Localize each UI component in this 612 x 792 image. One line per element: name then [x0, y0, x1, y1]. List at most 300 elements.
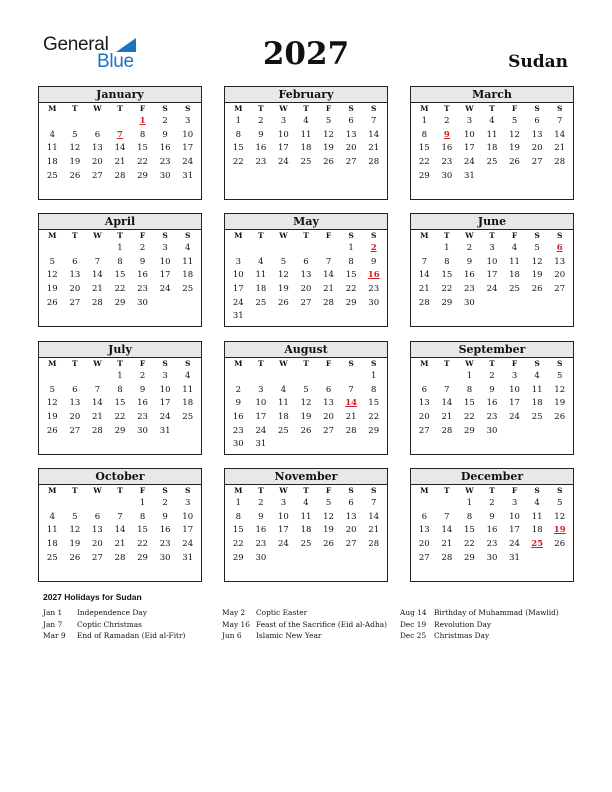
day: 12 — [46, 398, 58, 409]
day: 17 — [509, 398, 520, 409]
logo-word-general: General — [43, 34, 109, 55]
day: 14 — [92, 270, 103, 281]
day: 10 — [464, 129, 475, 140]
day: 18 — [531, 525, 543, 536]
month-august — [224, 341, 388, 455]
day: 22 — [114, 284, 126, 295]
empty-cell — [227, 242, 250, 256]
holiday-row — [222, 619, 387, 631]
day: 16 — [159, 525, 171, 536]
day: 7 — [94, 384, 101, 395]
day: 31 — [182, 170, 194, 181]
holiday-day: 2 — [370, 243, 377, 253]
day: 31 — [464, 170, 475, 181]
weekday-label: S — [370, 231, 377, 240]
day: 8 — [466, 384, 473, 395]
day: 22 — [232, 157, 244, 168]
month-october — [38, 468, 202, 582]
day: 19 — [554, 398, 566, 409]
day: 12 — [509, 129, 520, 140]
day: 21 — [368, 143, 380, 154]
weekday-header — [39, 358, 201, 370]
weekday-label: W — [93, 104, 102, 113]
day: 11 — [255, 270, 267, 281]
weekday-label: S — [162, 359, 168, 368]
day: 8 — [117, 256, 123, 267]
weekday-label: W — [465, 359, 474, 368]
day: 11 — [46, 525, 58, 536]
day: 4 — [184, 371, 191, 381]
day: 31 — [255, 439, 267, 450]
day: 28 — [368, 539, 380, 550]
day: 26 — [323, 157, 334, 168]
weekday-label: M — [234, 231, 243, 240]
day: 12 — [69, 143, 81, 154]
day: 28 — [92, 425, 103, 436]
day: 10 — [182, 129, 194, 140]
day: 5 — [511, 116, 518, 126]
day: 12 — [278, 270, 289, 281]
day: 22 — [368, 412, 380, 423]
day: 29 — [114, 297, 126, 308]
day: 24 — [182, 539, 194, 550]
day: 27 — [92, 552, 103, 563]
day: 6 — [94, 511, 101, 522]
day: 26 — [46, 297, 58, 308]
day-grid — [411, 115, 573, 183]
day: 4 — [258, 256, 264, 267]
day: 2 — [258, 116, 264, 126]
holiday-day: 6 — [556, 243, 563, 253]
day: 26 — [278, 297, 289, 308]
weekday-label: T — [72, 486, 78, 495]
holiday-date: Jun 6 — [222, 631, 242, 640]
empty-cell — [41, 370, 64, 384]
weekday-label: S — [370, 359, 377, 368]
holiday-row — [400, 630, 559, 642]
day: 10 — [509, 511, 520, 522]
weekday-label: T — [117, 359, 123, 368]
month-september — [410, 341, 574, 455]
day: 10 — [278, 511, 289, 522]
weekday-label: M — [48, 486, 57, 495]
day: 5 — [49, 384, 55, 395]
day: 16 — [486, 525, 498, 536]
empty-cell — [413, 370, 436, 384]
weekday-label: T — [444, 231, 450, 240]
weekday-label: F — [511, 359, 518, 368]
holiday-day: 25 — [531, 539, 544, 550]
day: 26 — [46, 425, 58, 436]
weekday-label: T — [72, 104, 78, 113]
day: 17 — [159, 270, 171, 281]
holiday-date: Dec 19 — [400, 619, 427, 629]
day: 28 — [345, 425, 357, 436]
day: 8 — [370, 384, 377, 395]
month-title: September — [411, 342, 573, 358]
empty-cell — [86, 497, 109, 511]
weekday-header — [225, 358, 387, 370]
day: 5 — [280, 256, 287, 267]
weekday-label: S — [556, 486, 563, 495]
day: 10 — [182, 511, 194, 522]
day: 15 — [232, 525, 244, 536]
day: 4 — [184, 243, 191, 253]
day: 25 — [300, 157, 312, 168]
day: 17 — [159, 398, 171, 409]
day: 16 — [137, 270, 148, 281]
holiday-name: Christmas Day — [434, 631, 490, 640]
holiday-day: 1 — [139, 116, 146, 126]
day: 19 — [509, 143, 520, 154]
day: 19 — [69, 539, 81, 550]
weekday-label: W — [93, 486, 102, 495]
day: 21 — [323, 284, 334, 295]
day: 17 — [278, 143, 289, 154]
day: 14 — [368, 129, 380, 140]
day: 11 — [182, 256, 194, 267]
day: 13 — [345, 129, 357, 140]
day: 9 — [139, 256, 146, 267]
day: 8 — [139, 129, 146, 140]
weekday-label: S — [534, 486, 540, 495]
day: 21 — [92, 412, 103, 423]
empty-cell — [295, 370, 318, 384]
day: 3 — [466, 116, 473, 126]
day: 13 — [531, 129, 543, 140]
day: 2 — [489, 498, 495, 508]
weekday-header — [225, 230, 387, 242]
day: 16 — [159, 143, 171, 154]
weekday-label: S — [184, 231, 191, 240]
day: 30 — [159, 170, 171, 181]
holiday-name: Coptic Christmas — [77, 619, 142, 629]
day: 5 — [72, 129, 78, 140]
month-title: January — [39, 87, 201, 103]
day: 6 — [348, 498, 354, 508]
weekday-label: F — [139, 486, 146, 495]
day: 24 — [464, 157, 475, 168]
day: 28 — [92, 297, 103, 308]
day: 18 — [486, 143, 498, 154]
day: 1 — [235, 116, 241, 126]
empty-cell — [64, 497, 87, 511]
holiday-date: Mar 9 — [43, 631, 66, 640]
empty-cell — [64, 242, 87, 256]
day: 11 — [278, 398, 289, 409]
month-title: June — [411, 214, 573, 230]
weekday-header — [39, 485, 201, 497]
holiday-date: May 16 — [222, 619, 250, 629]
day: 26 — [323, 539, 334, 550]
month-title: November — [225, 469, 387, 485]
day: 31 — [509, 552, 520, 563]
weekday-label: W — [93, 231, 102, 240]
day: 9 — [489, 384, 495, 395]
day: 25 — [486, 157, 498, 168]
month-march — [410, 86, 574, 200]
day: 15 — [345, 270, 357, 281]
day: 5 — [534, 243, 540, 253]
weekday-label: M — [48, 231, 57, 240]
day: 9 — [489, 511, 495, 522]
day: 24 — [159, 284, 171, 295]
day: 4 — [303, 116, 309, 126]
day: 28 — [554, 157, 566, 168]
day: 9 — [258, 129, 264, 140]
day: 1 — [444, 243, 450, 253]
day: 25 — [531, 412, 543, 423]
empty-cell — [109, 497, 132, 511]
day: 17 — [509, 525, 520, 536]
day: 6 — [421, 511, 427, 522]
day: 19 — [323, 143, 334, 154]
weekday-label: T — [258, 231, 264, 240]
day: 2 — [466, 243, 473, 253]
day: 30 — [159, 552, 171, 563]
empty-cell — [41, 497, 64, 511]
empty-cell — [109, 115, 132, 129]
weekday-label: M — [48, 104, 57, 113]
holiday-row — [400, 619, 559, 631]
day: 27 — [69, 297, 81, 308]
day: 7 — [325, 256, 332, 267]
day-grid — [225, 242, 387, 324]
day: 13 — [418, 525, 430, 536]
day: 25 — [300, 539, 312, 550]
day: 18 — [531, 398, 543, 409]
day: 23 — [464, 284, 475, 295]
day: 9 — [162, 511, 168, 522]
day: 11 — [300, 511, 312, 522]
holiday-date: Jan 1 — [43, 608, 63, 617]
weekday-label: W — [279, 359, 288, 368]
weekday-label: M — [420, 486, 429, 495]
day: 16 — [464, 270, 475, 281]
day: 13 — [300, 270, 312, 281]
weekday-label: T — [72, 231, 78, 240]
day: 26 — [69, 552, 81, 563]
day: 4 — [49, 129, 55, 140]
holiday-name: Feast of the Sacrifice (Eid al-Adha) — [256, 619, 388, 629]
month-title: February — [225, 87, 387, 103]
day: 16 — [255, 525, 267, 536]
day: 20 — [531, 143, 543, 154]
day: 10 — [232, 270, 244, 281]
day: 12 — [300, 398, 312, 409]
day: 22 — [137, 157, 148, 168]
day: 31 — [159, 425, 171, 436]
empty-cell — [317, 242, 340, 256]
weekday-label: S — [370, 104, 377, 113]
day: 27 — [345, 539, 357, 550]
day: 24 — [278, 539, 289, 550]
weekday-header — [411, 230, 573, 242]
day: 14 — [114, 143, 126, 154]
weekday-label: F — [511, 486, 518, 495]
day: 28 — [418, 297, 430, 308]
day: 30 — [368, 297, 380, 308]
day-grid — [39, 497, 201, 565]
day: 26 — [69, 170, 81, 181]
day: 18 — [182, 398, 194, 409]
day: 25 — [278, 425, 289, 436]
day: 26 — [554, 412, 566, 423]
day: 2 — [139, 371, 146, 381]
day: 30 — [137, 425, 148, 436]
day: 26 — [531, 284, 543, 295]
day: 20 — [300, 284, 312, 295]
weekday-label: F — [325, 104, 332, 113]
day: 18 — [46, 539, 58, 550]
day: 2 — [139, 243, 146, 253]
day: 24 — [486, 284, 498, 295]
weekday-label: F — [139, 104, 146, 113]
weekday-label: S — [162, 231, 168, 240]
day: 9 — [466, 256, 473, 267]
day: 6 — [421, 384, 427, 395]
day: 3 — [511, 371, 518, 381]
day: 19 — [531, 270, 543, 281]
holiday-column — [43, 607, 185, 642]
day: 20 — [323, 412, 334, 423]
holiday-name: End of Ramadan (Eid al-Fitr) — [77, 631, 186, 640]
day: 18 — [509, 270, 520, 281]
day: 16 — [441, 143, 453, 154]
day: 12 — [46, 270, 58, 281]
holiday-row — [43, 630, 185, 642]
day: 17 — [182, 525, 194, 536]
day: 30 — [255, 552, 267, 563]
day: 3 — [258, 384, 264, 395]
day: 18 — [278, 412, 289, 423]
weekday-label: T — [444, 359, 450, 368]
day: 7 — [444, 384, 450, 395]
day: 25 — [255, 297, 267, 308]
day: 20 — [92, 157, 103, 168]
day: 22 — [464, 412, 475, 423]
day: 27 — [345, 157, 357, 168]
day: 28 — [323, 297, 334, 308]
day: 11 — [46, 143, 58, 154]
day: 15 — [114, 398, 126, 409]
day: 14 — [114, 525, 126, 536]
holidays-title: 2027 Holidays for Sudan — [43, 592, 142, 602]
day: 4 — [49, 511, 55, 522]
day: 19 — [69, 157, 81, 168]
day: 7 — [370, 498, 377, 508]
weekday-label: W — [279, 486, 288, 495]
day: 6 — [303, 256, 309, 267]
day-grid — [225, 115, 387, 170]
holiday-column — [400, 607, 559, 642]
weekday-label: S — [534, 104, 540, 113]
day: 17 — [278, 525, 289, 536]
holiday-day: 9 — [443, 129, 450, 140]
day: 11 — [531, 384, 543, 395]
empty-cell — [86, 370, 109, 384]
day: 8 — [421, 129, 427, 140]
day: 23 — [255, 539, 267, 550]
weekday-label: T — [444, 104, 450, 113]
day: 22 — [418, 157, 430, 168]
day: 26 — [300, 425, 312, 436]
day: 15 — [368, 398, 380, 409]
day: 2 — [162, 116, 168, 126]
day: 22 — [464, 539, 475, 550]
day: 6 — [534, 116, 540, 126]
day: 16 — [486, 398, 498, 409]
logo-word-blue: Blue — [97, 51, 134, 72]
day: 7 — [94, 256, 101, 267]
day: 14 — [441, 525, 453, 536]
month-title: October — [39, 469, 201, 485]
day: 29 — [418, 170, 430, 181]
holiday-name: Independence Day — [77, 608, 147, 617]
day: 18 — [46, 157, 58, 168]
day: 4 — [511, 243, 518, 253]
day: 6 — [72, 256, 78, 267]
day: 24 — [509, 412, 520, 423]
holiday-day: 19 — [553, 525, 566, 536]
day: 4 — [534, 371, 540, 381]
holiday-date: Jan 7 — [43, 619, 63, 629]
month-title: March — [411, 87, 573, 103]
holiday-day: 7 — [117, 129, 123, 140]
weekday-label: M — [420, 231, 429, 240]
weekday-label: S — [556, 104, 563, 113]
day: 24 — [232, 297, 244, 308]
day: 29 — [464, 425, 475, 436]
weekday-header — [225, 103, 387, 115]
weekday-label: F — [139, 359, 146, 368]
weekday-header — [39, 103, 201, 115]
empty-cell — [436, 497, 459, 511]
day: 14 — [441, 398, 453, 409]
weekday-header — [39, 230, 201, 242]
day: 23 — [137, 284, 148, 295]
day: 21 — [441, 412, 453, 423]
weekday-label: W — [465, 231, 474, 240]
day: 12 — [531, 256, 543, 267]
holiday-row — [222, 607, 387, 619]
holiday-row — [222, 630, 387, 642]
day: 15 — [232, 143, 244, 154]
day-grid — [411, 242, 573, 310]
day-grid — [225, 497, 387, 565]
day: 7 — [348, 384, 354, 395]
day: 19 — [323, 525, 334, 536]
day: 22 — [114, 412, 126, 423]
day: 3 — [489, 243, 495, 253]
day: 30 — [232, 439, 244, 450]
day: 5 — [303, 384, 309, 395]
weekday-label: S — [534, 359, 540, 368]
month-title: August — [225, 342, 387, 358]
day: 2 — [489, 371, 495, 381]
day: 20 — [345, 143, 357, 154]
empty-cell — [436, 370, 459, 384]
day: 17 — [464, 143, 475, 154]
day: 23 — [255, 157, 267, 168]
weekday-label: F — [511, 104, 518, 113]
day: 21 — [441, 539, 453, 550]
weekday-label: T — [258, 104, 264, 113]
day: 23 — [137, 412, 148, 423]
day: 15 — [137, 143, 148, 154]
day: 23 — [486, 539, 498, 550]
holiday-row — [400, 607, 559, 619]
